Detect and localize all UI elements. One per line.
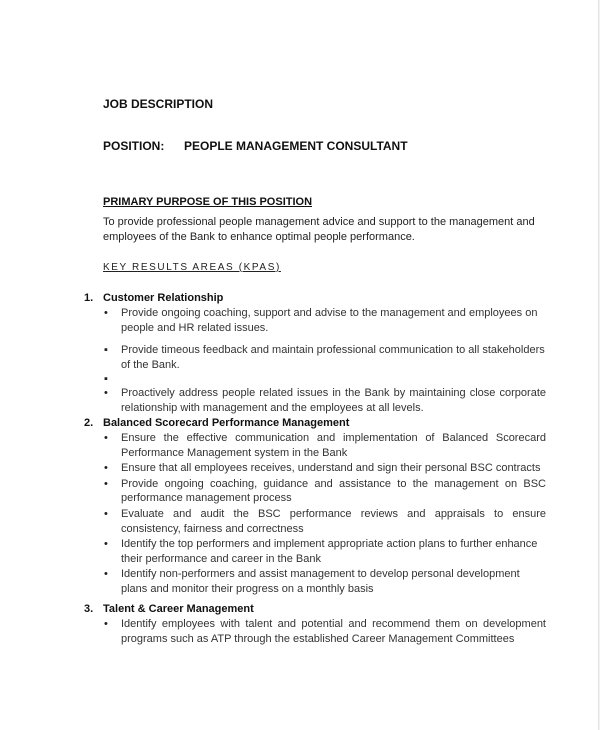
bullet-icon: ▪ xyxy=(104,344,108,357)
list-item-text: Identify non-performers and assist management to develop personal development plans and monitor their progress on a monthly basis xyxy=(121,568,520,595)
list-item xyxy=(102,617,546,646)
list-item-text: Proactively address people related issues in the Bank by maintaining close corporate relationship with management and the employees at all levels. xyxy=(121,387,546,414)
list-item-text: Provide ongoing coaching, guidance and assistance to the management on BSC performance management process xyxy=(121,477,546,505)
section-number: 3. xyxy=(84,603,94,615)
position-value: PEOPLE MANAGEMENT CONSULTANT xyxy=(184,139,408,153)
list-item-text: Ensure that all employees receives, understand and sign their personal BSC contracts xyxy=(121,462,541,475)
bullet-icon: • xyxy=(104,538,108,551)
list-item xyxy=(102,306,546,335)
bullet-list xyxy=(102,306,546,416)
section-title: Balanced Scorecard Performance Management xyxy=(103,417,350,429)
list-item xyxy=(102,461,546,476)
document-title: JOB DESCRIPTION xyxy=(103,97,214,111)
section-title: Customer Relationship xyxy=(103,292,224,304)
list-item-text: Identify the top performers and implement appropriate action plans to further enhance their performance and career in the Bank xyxy=(121,538,538,565)
purpose-heading: PRIMARY PURPOSE OF THIS POSITION xyxy=(103,196,313,208)
bullet-icon: • xyxy=(104,432,108,444)
list-item-text: Identify employees with talent and potential and recommend them on development programs such as ATP through the established Career Management Committees xyxy=(121,618,546,645)
list-item-text: Evaluate and audit the BSC performance reviews and appraisals to ensure consistency, fairness and correctness xyxy=(121,507,546,535)
bullet-list xyxy=(102,431,546,597)
section-number: 1. xyxy=(84,292,94,304)
purpose-text: To provide professional people management advice and support to the management and employees of the Bank to enhance optimal people performance. xyxy=(103,216,535,243)
list-item xyxy=(102,431,546,460)
list-item xyxy=(102,537,546,566)
list-item-text: Ensure the effective communication and implementation of Balanced Scorecard Performance Management system in the Bank xyxy=(121,432,546,459)
list-item xyxy=(102,343,546,372)
kpa-heading: KEY RESULTS AREAS (KPAS) xyxy=(103,262,281,273)
bullet-icon: • xyxy=(104,618,108,630)
bullet-icon: • xyxy=(104,568,108,581)
list-item xyxy=(102,477,546,506)
bullet-icon: • xyxy=(104,477,108,490)
list-item xyxy=(102,507,546,536)
section-number: 2. xyxy=(84,417,94,429)
bullet-icon: • xyxy=(104,387,108,400)
bullet-icon: • xyxy=(104,507,108,520)
position-label: POSITION: xyxy=(103,139,165,153)
section-title: Talent & Career Management xyxy=(103,603,254,615)
list-item xyxy=(102,386,546,415)
list-item-text: Provide ongoing coaching, support and advise to the management and employees on people and HR related issues. xyxy=(121,307,538,334)
bullet-list xyxy=(102,617,546,646)
bullet-icon: • xyxy=(104,462,108,475)
list-item xyxy=(102,567,546,596)
list-item xyxy=(102,372,546,386)
bullet-icon: ▪ xyxy=(104,373,108,386)
list-item-text: Provide timeous feedback and maintain professional communication to all stakeholders of the Bank. xyxy=(121,344,545,371)
bullet-icon: • xyxy=(104,307,108,319)
